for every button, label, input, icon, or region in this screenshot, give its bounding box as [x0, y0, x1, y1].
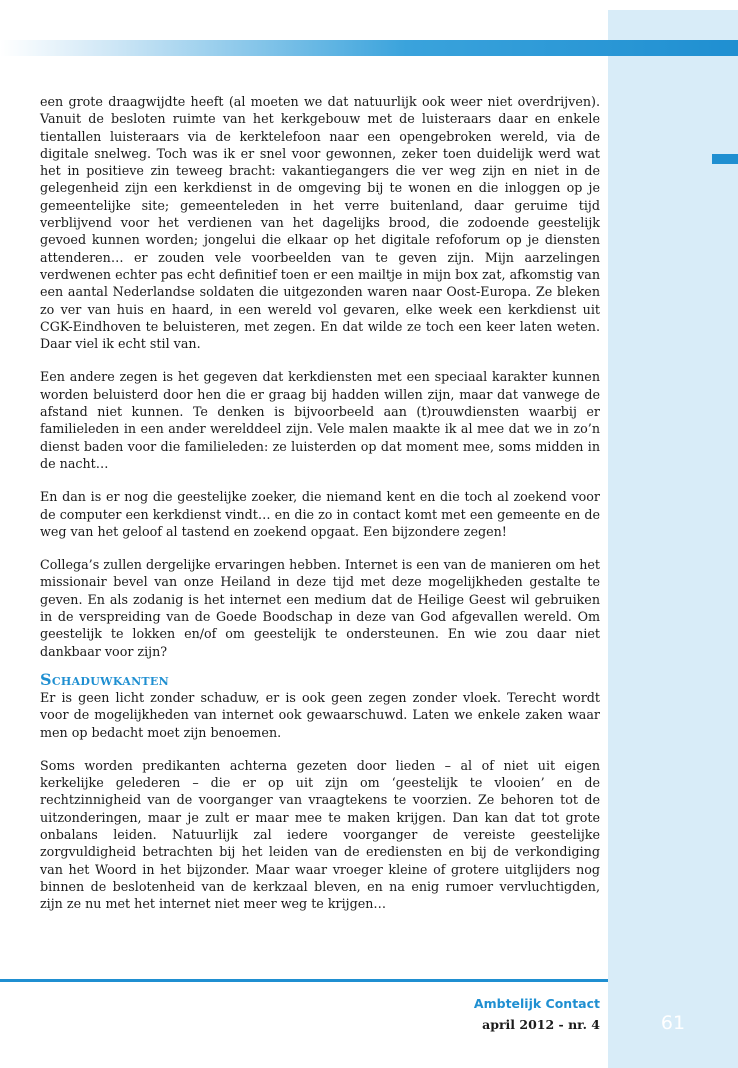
footer-divider — [0, 979, 608, 982]
paragraph: een grote draagwijdte heeft (al moeten we dat natuurlijk ook weer niet overdrijven). Vanuit de besloten ruimte van het kerkgebouw met de luisteraars daar en enkele tientallen luisteraars via de kerktelefoon naar een opengebroken wereld, via de digitale snelweg. Toch was ik er snel voor gewonnen, zeker toen duidelijk werd wat het in positieve zin teweeg bracht: vakantiegangers die ver weg zijn en niet in de gelegenheid zijn een kerkdienst in de omgeving bij te wonen en die inloggen op je gemeentelijke site; gemeenteleden in het verre buitenland, daar geruime tijd verblijvend voor het verdienen van het dagelijks brood, die zodoende geestelijk gevoed kunnen worden; jongelui die elkaar op het digitale refoforum op je diensten attenderen… er zouden vele voorbeelden van te geven zijn. Mijn aarzelingen verdwenen echter pas echt definitief toen er een mailtje in mijn box zat, afkomstig van een aantal Nederlandse soldaten die uitgezonden waren naar Oost-Europa. Ze bleken zo ver van huis en haard, in een wereld vol gevaren, elke week een kerkdienst uit CGK-Eindhoven te beluisteren, met zegen. En dat wilde ze toch een keer laten weten. Daar viel ik echt stil van. — [40, 94, 600, 352]
paragraph: En dan is er nog die geestelijke zoeker, die niemand kent en die toch al zoekend voor de computer een kerkdienst vindt… en die zo in contact komt met een gemeente en de weg van het geloof al tastend en zoekend opgaat. Een bijzondere zegen! — [40, 489, 600, 539]
paragraph: Collega’s zullen dergelijke ervaringen hebben. Internet is een van de manieren om het missionair bevel van onze Heiland in deze tijd met deze mogelijkheden gestalte te geven. En als zodanig is het internet een medium dat de Heilige Geest wil gebruiken in de verspreiding van de Goede Boodschap in deze van God afgevallen wereld. Om geestelijk te lokken en/of om geestelijk te ondersteunen. En wie zou daar niet dankbaar voor zijn? — [40, 557, 600, 659]
page-number: 61 — [660, 1012, 686, 1034]
article-body — [40, 93, 600, 928]
side-marker — [712, 154, 738, 164]
magazine-title: Ambtelijk Contact — [473, 996, 600, 1011]
paragraph: Soms worden predikanten achterna gezeten door lieden – al of niet uit eigen kerkelijke gelederen – die er op uit zijn om ‘geestelijk te vlooien’ en de rechtzinnigheid van de voorganger van vraagtekens te voorzien. Ze behoren tot de uitzonderingen, maar je zult er maar mee te maken krijgen. Dan kan dat tot grote onbalans leiden. Natuurlijk zal iedere voorganger de vereiste geestelijke zorgvuldigheid betrachten bij het leiden van de erediensten en bij de verkondiging van het Woord in het bijzonder. Maar waar vroeger kleine of grotere uitglijders nog binnen de beslotenheid van de kerkzaal bleven, en na enig rumoer vervluchtigden, zijn ze nu met het internet niet meer weg te krijgen… — [40, 757, 600, 912]
side-column — [608, 10, 738, 1068]
issue-label: april 2012 - nr. 4 — [482, 1017, 600, 1032]
paragraph: Een andere zegen is het gegeven dat kerkdiensten met een speciaal karakter kunnen worden beluisterd door hen die er graag bij hadden willen zijn, maar dat vanwege de afstand niet kunnen. Te denken is bijvoorbeeld aan (t)rouwdiensten waarbij er familieleden in een ander werelddeel zijn. Vele malen maakte ik al mee dat we in zo’n dienst baden voor die familieleden: ze luisterden op dat moment mee, soms midden in de nacht… — [40, 369, 600, 471]
paragraph: Er is geen licht zonder schaduw, er is ook geen zegen zonder vloek. Terecht wordt voor de mogelijkheden van internet ook gewaarschuwd. Laten we enkele zaken waar men op bedacht moet zijn benoemen. — [40, 689, 600, 740]
header-gradient-bar — [0, 40, 738, 56]
section-heading: Schaduwkanten — [40, 669, 169, 689]
